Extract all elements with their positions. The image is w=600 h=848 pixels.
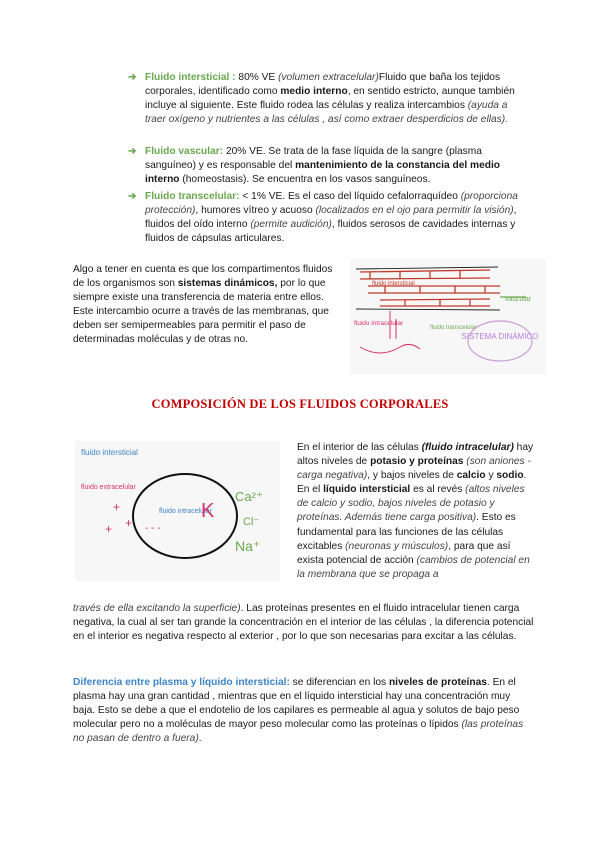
- ion-potassium: K: [201, 500, 215, 522]
- plus-sign: +: [105, 522, 113, 536]
- arrow-icon: ➔: [128, 146, 137, 157]
- label-intracelular: fluido intracelular: [354, 320, 404, 327]
- plus-sign: +: [113, 500, 121, 514]
- composition-sketch: [75, 441, 280, 581]
- minus-signs: - - -: [145, 523, 161, 534]
- bullet-term: Fluido transcelular:: [145, 191, 240, 202]
- label-vascular: vascular: [505, 296, 532, 303]
- label-transcelular: fluido transcelular: [430, 325, 478, 331]
- section-title: COMPOSICIÓN DE LOS FLUIDOS CORPORALES: [151, 397, 449, 411]
- ion-sodium: Na⁺: [235, 538, 261, 554]
- bullet-fluido-transcelular: ➔ Fluido transcelular: < 1% VE. Es el caso del líquido cefalorraquídeo (proporciona protección), humores vítreo y acuoso (localizados en el ojo para permitir la visión), fluidos del oído interno (permite audición), fluidos serosos de cavidades internas y fluidos de cápsulas articulares.: [128, 191, 518, 245]
- dynamic-system-sketch: [350, 259, 546, 374]
- ion-calcium: Ca²⁺: [235, 489, 263, 504]
- paragraph-dynamic-systems: Algo a tener en cuenta es que los compartimentos fluidos de los organismos son sistemas dinámicos, por lo que siempre existe una transferencia de materia entre ellos. Este intercambio ocurre a través de las membranas, que deben ser semipermeables para permitir el paso de determinadas moléculas y de otras no.: [73, 264, 333, 346]
- bullet-fluido-intersticial: ➔ Fluido intersticial : 80% VE (volumen extracelular)Fluido que baña los tejidos corporales, identificado como medio interno, en sentido estricto, aunque también incluye al siguiente. Este fluido rodea las células y realiza intercambios (ayuda a traer oxígeno y nutrientes a las células , así como extraer desperdicios de ellas).: [128, 72, 515, 126]
- bubble-text: SISTEMA DINÁMICO: [461, 332, 539, 341]
- paragraph-composition-top: En el interior de las células (fluido intracelular) hay altos niveles de potasio y proteínas (son aniones - carga negativa), y bajos niveles de calcio y sodio. En el líquido intersticial es al revés (altos niveles de calcio y sodio, bajos niveles de potasio y proteínas. Además tiene carga positiva). Esto es fundamental para las funciones de las células excitables (neuronas y músculos), para que así exista potencial de acción (cambios de potencial en la membrana que se propaga a: [297, 442, 534, 580]
- difference-term: Diferencia entre plasma y líquido intersticial:: [73, 677, 290, 688]
- paragraph-difference: Diferencia entre plasma y líquido intersticial: se diferencian en los niveles de proteínas. En el plasma hay una gran cantidad , mientras que en el líquido intersticial hay una concentración muy baja. Esto se debe a que el endotelio de los capilares es permeable al agua y solutos de bajo peso molecular pero no a moléculas de mayor peso molecular como las proteínas o lípidos (las proteínas no pasan de dentro a fuera).: [73, 677, 524, 745]
- bullet-fluido-vascular: ➔ Fluido vascular: 20% VE. Se trata de la fase líquida de la sangre (plasma sanguíneo) y es responsable del mantenimiento de la constancia del medio interno (homeostasis). Se encuentra en los vasos sanguíneos.: [128, 146, 501, 186]
- ion-chloride: Cl⁻: [243, 516, 260, 528]
- arrow-icon: ➔: [128, 191, 137, 202]
- paragraph-composition-bottom: través de ella excitando la superficie). Las proteínas presentes en el fluido intracelular tienen carga negativa, la cual al ser tan grande la concentración en el interior de las células , la diferencia potencial en el interior es negativa respecto al exterior , por lo que son necesarias para excitar a las células.: [73, 603, 534, 643]
- bullet-term: Fluido vascular:: [145, 146, 224, 157]
- arrow-icon: ➔: [128, 72, 137, 83]
- label-intracelular: fluido intracelular: [159, 508, 212, 515]
- bullet-term: Fluido intersticial :: [145, 72, 236, 83]
- label-extracelular: fluido extracelular: [81, 484, 136, 491]
- label-intersticial: fluido intersticial: [81, 448, 138, 457]
- sketch-background: [350, 259, 546, 374]
- plus-sign: +: [125, 516, 133, 530]
- label-intersticial: fluido intersticial: [372, 281, 415, 287]
